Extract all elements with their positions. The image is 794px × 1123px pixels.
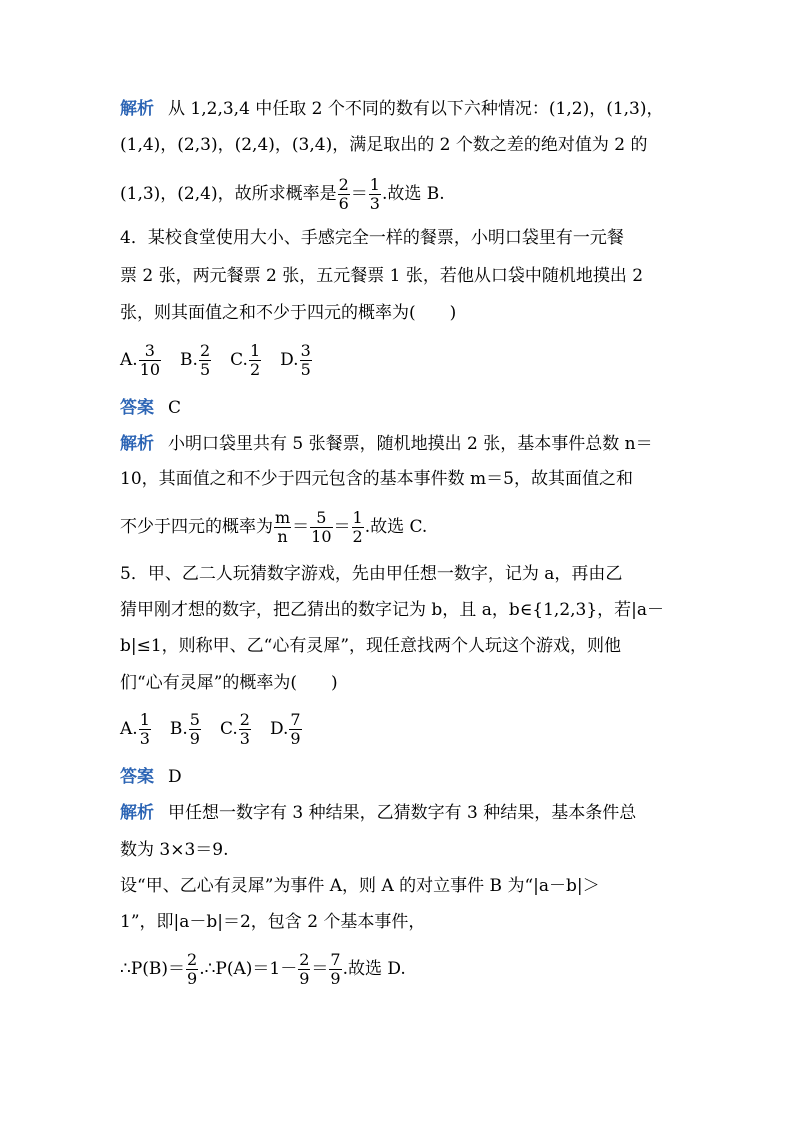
q5-question-line-2: 猜甲刚才想的数字，把乙猜出的数字记为 b，且 a，b∈{1,2,3}，若|a－: [120, 600, 665, 620]
numerator: 2: [338, 175, 349, 194]
q4-option-a: [120, 341, 162, 379]
fraction: [329, 951, 341, 988]
q5-option-d: [269, 710, 303, 748]
denominator: 10: [139, 360, 161, 379]
q4-question-text-3: 张，则其面值之和不少于四元的概率为(: [120, 303, 416, 323]
numerator: 3: [139, 342, 161, 361]
q5-option-b: [169, 710, 202, 748]
answer-label: 答案: [120, 398, 154, 418]
q5-solution-text-5b: .∴P(A)＝1－: [199, 959, 298, 979]
fraction: [249, 342, 261, 379]
q4-options: [120, 338, 674, 382]
fraction: [289, 711, 301, 748]
numerator: 7: [330, 950, 341, 969]
option-label: C.: [219, 719, 238, 739]
option-label: B.: [180, 350, 198, 370]
equals-sign: ＝: [292, 517, 310, 537]
q5-solution-conclusion: .故选 D.: [342, 959, 406, 979]
numerator: 1: [139, 710, 150, 729]
option-label: B.: [169, 719, 188, 739]
option-label: D.: [280, 350, 299, 370]
q4-question-line-1: 4．某校食堂使用大小、手感完全一样的餐票，小明口袋里有一元餐: [120, 228, 624, 248]
denominator: 3: [139, 729, 150, 748]
fraction: [274, 509, 291, 546]
fraction: [139, 711, 151, 748]
fraction: [338, 176, 350, 213]
q4-solution-text-3: 不少于四元的概率为: [120, 517, 273, 537]
q5-answer-value: D: [168, 767, 182, 787]
numerator: 1: [249, 341, 261, 360]
numerator: m: [275, 508, 291, 527]
option-label: C.: [230, 350, 248, 370]
denominator: 10: [311, 527, 332, 546]
q4-solution-line-2: 10，其面值之和不少于四元包含的基本事件数 m＝5，故其面值之和: [120, 469, 633, 489]
answer-label: 答案: [120, 767, 154, 787]
denominator: 9: [187, 969, 198, 988]
q3-solution-line-1: [120, 97, 674, 121]
denominator: 5: [300, 360, 311, 379]
numerator: 2: [239, 710, 250, 729]
close-paren: ): [331, 673, 338, 693]
denominator: 3: [369, 194, 380, 213]
denominator: 6: [338, 194, 349, 213]
q4-question-line-3: [120, 301, 674, 325]
q5-solution-text-1: 甲任想一数字有 3 种结果，乙猜数字有 3 种结果，基本条件总: [168, 803, 637, 823]
fraction: [369, 176, 381, 213]
fraction: [189, 711, 201, 748]
fraction: [199, 342, 211, 379]
q4-option-c: [230, 341, 262, 379]
fraction: [139, 342, 161, 379]
option-label: A.: [120, 719, 138, 739]
option-label: A.: [120, 350, 138, 370]
q5-question-line-1: 5．甲、乙二人玩猜数字游戏，先由甲任想一数字，记为 a，再由乙: [120, 564, 623, 584]
q3-solution-line-3: [120, 174, 674, 214]
fraction: [300, 342, 312, 379]
q3-solution-text-1: 从 1,2,3,4 中任取 2 个不同的数有以下六种情况：(1,2)，(1,3)，: [168, 99, 664, 119]
q4-question-line-2: 票 2 张，两元餐票 2 张，五元餐票 1 张，若他从口袋中随机地摸出 2: [120, 266, 644, 286]
q4-answer-line: [120, 396, 674, 420]
fraction: [186, 951, 198, 988]
q4-solution-text-1: 小明口袋里共有 5 张餐票，随机地摸出 2 张，基本事件总数 n＝: [168, 434, 653, 454]
denominator: 2: [352, 527, 363, 546]
solution-label: 解析: [120, 803, 154, 823]
solution-label: 解析: [120, 434, 154, 454]
option-label: D.: [269, 719, 289, 739]
q5-solution-line-3: 设“甲、乙心有灵犀”为事件 A，则 A 的对立事件 B 为“|a－b|＞: [120, 876, 600, 896]
numerator: 3: [300, 341, 311, 360]
numerator: 2: [187, 950, 198, 969]
solution-label: 解析: [120, 99, 154, 119]
q4-solution-line-3: [120, 506, 674, 548]
q4-option-b: [180, 341, 212, 379]
q4-answer-value: C: [168, 398, 182, 418]
q5-solution-line-2: 数为 3×3＝9.: [120, 840, 229, 860]
q5-question-text-4: 们“心有灵犀”的概率为(: [120, 673, 298, 693]
q5-question-line-4: [120, 671, 674, 695]
equals-sign: ＝: [333, 517, 351, 537]
q5-solution-line-5: [120, 948, 674, 990]
numerator: 1: [352, 508, 363, 527]
denominator: 9: [330, 969, 341, 988]
denominator: 5: [199, 360, 211, 379]
q5-option-a: [120, 710, 152, 748]
close-paren: ): [449, 303, 457, 323]
fraction: [239, 711, 251, 748]
q4-solution-conclusion: .故选 C.: [364, 517, 428, 537]
q4-solution-line-1: [120, 432, 674, 456]
denominator: 2: [249, 360, 261, 379]
q5-answer-line: [120, 765, 674, 789]
q5-solution-line-4: 1”，即|a－b|＝2，包含 2 个基本事件，: [120, 912, 426, 932]
numerator: 7: [290, 710, 301, 729]
denominator: 9: [299, 969, 310, 988]
q5-option-c: [219, 710, 252, 748]
numerator: 5: [189, 710, 200, 729]
denominator: 3: [239, 729, 250, 748]
q5-question-line-3: b|≤1，则称甲、乙“心有灵犀”，现任意找两个人玩这个游戏，则他: [120, 636, 622, 656]
numerator: 2: [299, 950, 310, 969]
denominator: 9: [290, 729, 301, 748]
q3-solution-text-3: (1,3)，(2,4)，故所求概率是: [120, 184, 337, 204]
numerator: 2: [199, 341, 211, 360]
q4-option-d: [280, 341, 313, 379]
numerator: 5: [310, 509, 332, 528]
equals-sign: ＝: [311, 959, 329, 979]
equals-sign: ＝: [350, 184, 368, 204]
fraction: [310, 509, 332, 546]
fraction: [298, 951, 310, 988]
fraction: [352, 509, 364, 546]
numerator: 1: [369, 175, 380, 194]
denominator: 9: [189, 729, 200, 748]
denominator: n: [277, 527, 288, 546]
q3-solution-conclusion: .故选 B.: [381, 184, 445, 204]
q5-solution-line-1: [120, 801, 674, 825]
q3-solution-line-2: (1,4)，(2,3)，(2,4)，(3,4)，满足取出的 2 个数之差的绝对值为 2 的: [120, 135, 648, 155]
q5-solution-text-5a: ∴P(B)＝: [120, 959, 186, 979]
q5-options: [120, 707, 674, 751]
